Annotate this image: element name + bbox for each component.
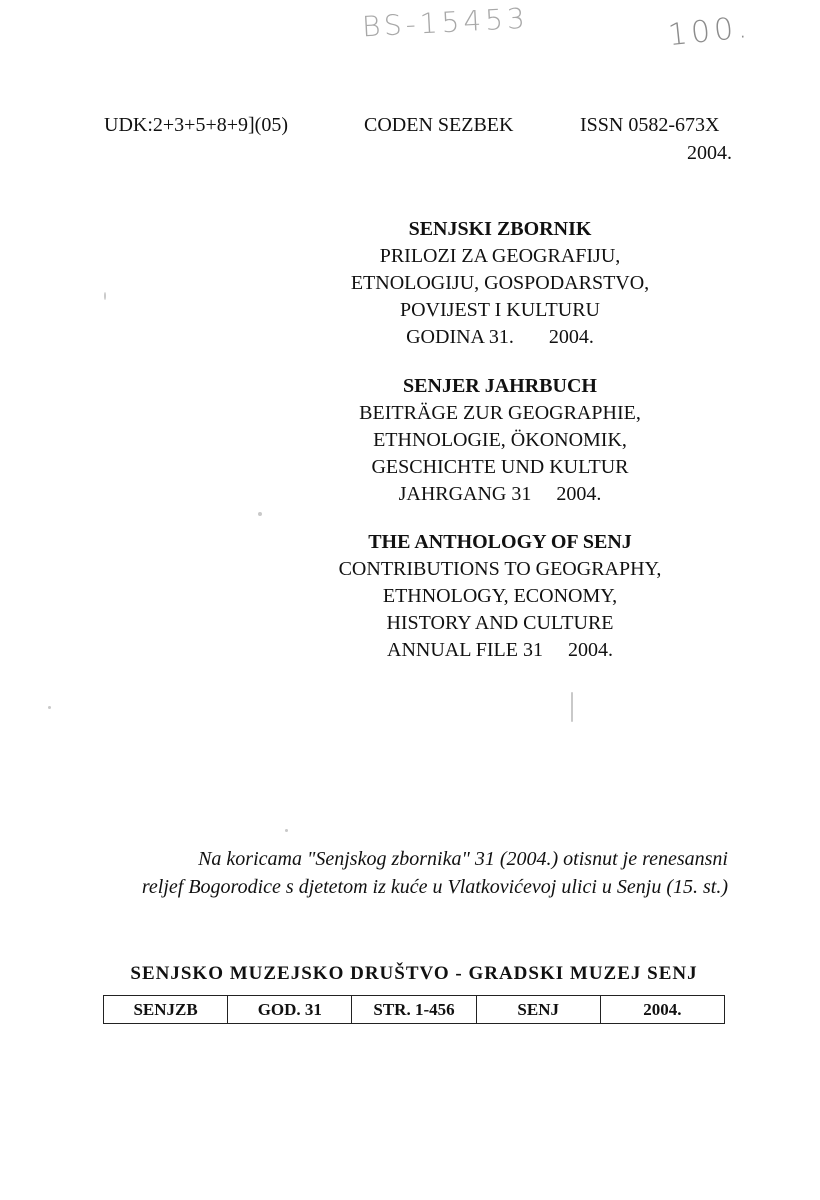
english-line: CONTRIBUTIONS TO GEOGRAPHY, xyxy=(338,558,662,580)
english-title: THE ANTHOLOGY OF SENJ xyxy=(368,531,632,553)
publisher-name: SENJSKO MUZEJSKO DRUŠTVO - GRADSKI MUZEJ SENJ xyxy=(130,963,698,984)
german-title-block xyxy=(320,373,680,508)
croatian-year-line: GODINA 31. 2004. xyxy=(406,326,594,348)
german-year-line: JAHRGANG 31 2004. xyxy=(398,483,602,505)
cover-note xyxy=(100,845,728,901)
citation-journal: SENJZB xyxy=(104,996,228,1023)
croatian-line: PRILOZI ZA GEOGRAFIJU, xyxy=(379,245,621,267)
scan-speck xyxy=(258,512,262,516)
scan-speck xyxy=(48,706,51,709)
cover-note-line: Na koricama "Senjskog zbornika" 31 (2004.) otisnut je renesansni xyxy=(198,848,728,870)
handwritten-inventory-number: BS-15453 xyxy=(361,1,530,44)
croatian-line: POVIJEST I KULTURU xyxy=(399,299,601,321)
english-line: HISTORY AND CULTURE xyxy=(386,612,614,634)
german-line: ETHNOLOGIE, ÖKONOMIK, xyxy=(373,429,627,451)
cover-note-line: reljef Bogorodice s djetetom iz kuće u Vlatkovićevoj ulici u Senju (15. st.) xyxy=(141,876,728,898)
scan-speck xyxy=(571,692,573,722)
citation-year: 2004. xyxy=(643,1000,682,1019)
citation-place: SENJ xyxy=(477,996,601,1023)
citation-table xyxy=(103,995,725,1024)
scan-speck xyxy=(104,292,106,300)
english-line: ETHNOLOGY, ECONOMY, xyxy=(382,585,618,607)
german-line: BEITRÄGE ZUR GEOGRAPHIE, xyxy=(359,402,641,424)
udk-code: UDK:2+3+5+8+9](05) xyxy=(104,114,288,136)
coden-code: CODEN SEZBEK xyxy=(364,114,514,136)
english-title-block xyxy=(320,529,680,664)
issn-code: ISSN 0582-673X xyxy=(580,114,720,136)
citation-volume: GOD. 31 xyxy=(228,996,352,1023)
header-year: 2004. xyxy=(687,142,732,164)
croatian-line: ETNOLOGIJU, GOSPODARSTVO, xyxy=(350,272,650,294)
citation-pages: STR. 1-456 xyxy=(352,996,476,1023)
english-year-line: ANNUAL FILE 31 2004. xyxy=(387,639,613,661)
scan-speck xyxy=(285,829,288,832)
german-line: GESCHICHTE UND KULTUR xyxy=(371,456,629,478)
handwritten-mark: 100. xyxy=(666,9,753,54)
croatian-title-block xyxy=(320,216,680,351)
croatian-title: SENJSKI ZBORNIK xyxy=(408,218,592,240)
german-title: SENJER JAHRBUCH xyxy=(403,375,597,397)
